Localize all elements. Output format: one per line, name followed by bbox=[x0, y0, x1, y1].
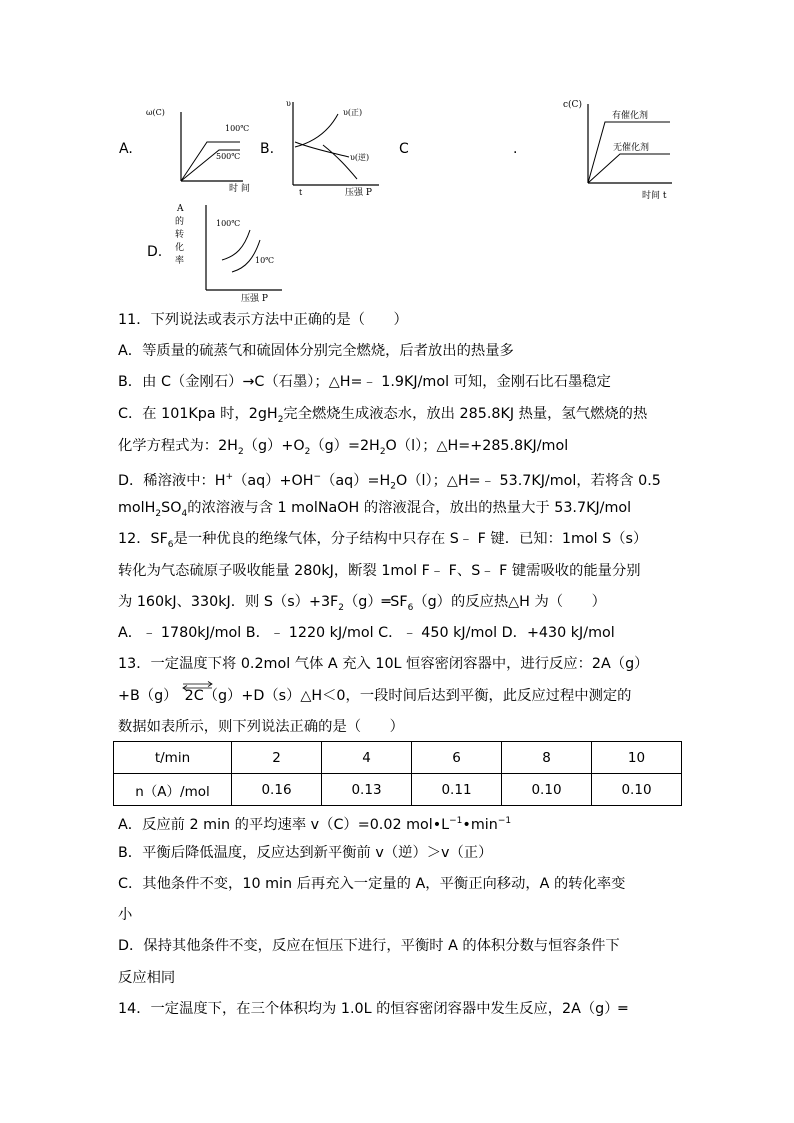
graph-c-ylabel: c(C) bbox=[563, 100, 582, 110]
q13-option-a: A．反应前 2 min 的平均速率 v（C）=0.02 $mol•L^{-1}•\min^{-1}$ bbox=[118, 816, 512, 833]
graph-b bbox=[283, 97, 383, 197]
table-cell: 6 bbox=[412, 742, 502, 774]
table-cell: 0.10 bbox=[502, 774, 592, 806]
table-cell: 10 bbox=[592, 742, 682, 774]
table-cell: 0.10 bbox=[592, 774, 682, 806]
graph-d-ylabel-0: A bbox=[177, 204, 184, 214]
q11-option-d-line2: $molH_2SO_4$的浓溶液与含 1 molNaOH 的溶液混合，放出的热量大于 53.7KJ/mol bbox=[118, 500, 632, 519]
graph-d-curve2: 10℃ bbox=[255, 256, 275, 265]
q13-data-table bbox=[113, 741, 682, 806]
q11-option-b: B．由 C（金刚石）→C（石墨）；△H=﹣ 1.9KJ/mol 可知，金刚石比石墨稳定 bbox=[118, 374, 611, 390]
table-cell: 0.13 bbox=[322, 774, 412, 806]
graph-c-xlabel: 时间 t bbox=[642, 191, 667, 201]
graph-c-curve2: 无催化剂 bbox=[613, 143, 650, 153]
graph-b-xlabel-left: t bbox=[299, 188, 303, 197]
q13-option-d-line2: 反应相同 bbox=[118, 970, 176, 986]
graph-c-curve1: 有催化剂 bbox=[612, 111, 649, 121]
q13-stem-line2: +B（g） 2C（g）+D（s）△H＜0，一段时间后达到平衡，此反应过程中测定的 bbox=[118, 688, 632, 704]
q12-options: A．﹣ 1780kJ/mol B．﹣ 1220 kJ/mol C．﹣ 450 kJ/mol D．+430 kJ/mol bbox=[118, 625, 615, 641]
graph-d bbox=[170, 200, 285, 306]
table-cell: 2 bbox=[232, 742, 322, 774]
graph-a-ylabel: ω(C) bbox=[146, 108, 165, 117]
graph-b-curve1: υ(正) bbox=[343, 108, 363, 117]
graph-d-curve1: 100℃ bbox=[216, 219, 241, 228]
graph-a-xlabel: 时 间 bbox=[229, 184, 250, 194]
reversible-arrow-icon bbox=[181, 681, 215, 691]
q12-stem-line3: 为 160kJ、330kJ．则 $S(s)+3F_2(g)═SF_6(g)$的反应热△H 为（ ） bbox=[118, 594, 606, 613]
q11-option-d-line1: D．稀溶液中：$H^+(aq)+OH^-(aq)=H_2O(l)$；△H=﹣ 53.7KJ/mol，若将含 0.5 bbox=[118, 472, 661, 492]
table-row bbox=[114, 774, 682, 806]
q13-stem-line3: 数据如表所示，则下列说法正确的是（ ） bbox=[118, 719, 404, 735]
option-d-letter: D. bbox=[147, 244, 163, 260]
graph-a-curve2: 500℃ bbox=[216, 152, 241, 161]
graph-b-curve2: υ(逆) bbox=[350, 153, 370, 162]
q13-option-c-line2: 小 bbox=[118, 907, 133, 923]
q13-stem-line1: 13．一定温度下将 0.2mol 气体 A 充入 10L 恒容密闭容器中，进行反应：2A（g） bbox=[118, 656, 649, 672]
graph-d-xlabel: 压强 P bbox=[241, 294, 268, 304]
table-cell: 0.11 bbox=[412, 774, 502, 806]
q12-stem-line1: 12．$SF_6$是一种优良的绝缘气体，分子结构中只存在 S﹣ F 键．已知：1mol S（s） bbox=[118, 531, 648, 550]
q13-option-b: B．平衡后降低温度，反应达到新平衡前 v（逆）＞v（正） bbox=[118, 845, 493, 861]
graph-d-ylabel-1: 的 bbox=[175, 217, 185, 227]
option-c-dot: . bbox=[513, 141, 518, 157]
graph-d-ylabel-2: 转 bbox=[175, 230, 185, 240]
q13-option-c-line1: C．其他条件不变，10 min 后再充入一定量的 A，平衡正向移动，A 的转化率变 bbox=[118, 876, 626, 892]
table-header-row bbox=[114, 742, 682, 774]
table-cell: 4 bbox=[322, 742, 412, 774]
graph-d-ylabel-3: 化 bbox=[175, 243, 185, 253]
q13-option-d-line1: D．保持其他条件不变，反应在恒压下进行，平衡时 A 的体积分数与恒容条件下 bbox=[118, 938, 620, 954]
graph-a-curve1: 100℃ bbox=[225, 124, 250, 133]
q12-stem-line2: 转化为气态硫原子吸收能量 280kJ，断裂 1mol F﹣ F、S﹣ F 键需吸收的能量分别 bbox=[118, 563, 641, 579]
q11-option-a: A．等质量的硫蒸气和硫固体分别完全燃烧，后者放出的热量多 bbox=[118, 343, 514, 359]
table-cell: 8 bbox=[502, 742, 592, 774]
option-a-letter: A. bbox=[119, 141, 133, 157]
graph-a bbox=[145, 104, 250, 194]
q11-option-c-line1: C．在 101Kpa 时，$2gH_2$完全燃烧生成液态水，放出 285.8KJ 热量，氢气燃烧的热 bbox=[118, 406, 648, 425]
option-c-letter: C bbox=[399, 141, 409, 157]
option-b-letter: B. bbox=[260, 141, 275, 157]
table-cell: 0.16 bbox=[232, 774, 322, 806]
q11-stem: 11．下列说法或表示方法中正确的是（ ） bbox=[118, 312, 408, 328]
graph-b-ylabel: υ bbox=[286, 99, 291, 108]
graph-d-ylabel-4: 率 bbox=[175, 256, 185, 266]
graph-b-xlabel: 压强 P bbox=[345, 188, 372, 198]
table-cell: n（A）/mol bbox=[114, 774, 232, 806]
q11-option-c-line2: 化学方程式为：$2H_2(g)+O_2(g)=2H_2O(l)$；△H=+285.8KJ/mol bbox=[118, 438, 569, 457]
graph-c bbox=[560, 96, 680, 204]
table-cell: t/min bbox=[114, 742, 232, 774]
q14-stem-line1: 14．一定温度下，在三个体积均为 1.0L 的恒容密闭容器中发生反应，2A（g）═ bbox=[118, 1001, 628, 1017]
